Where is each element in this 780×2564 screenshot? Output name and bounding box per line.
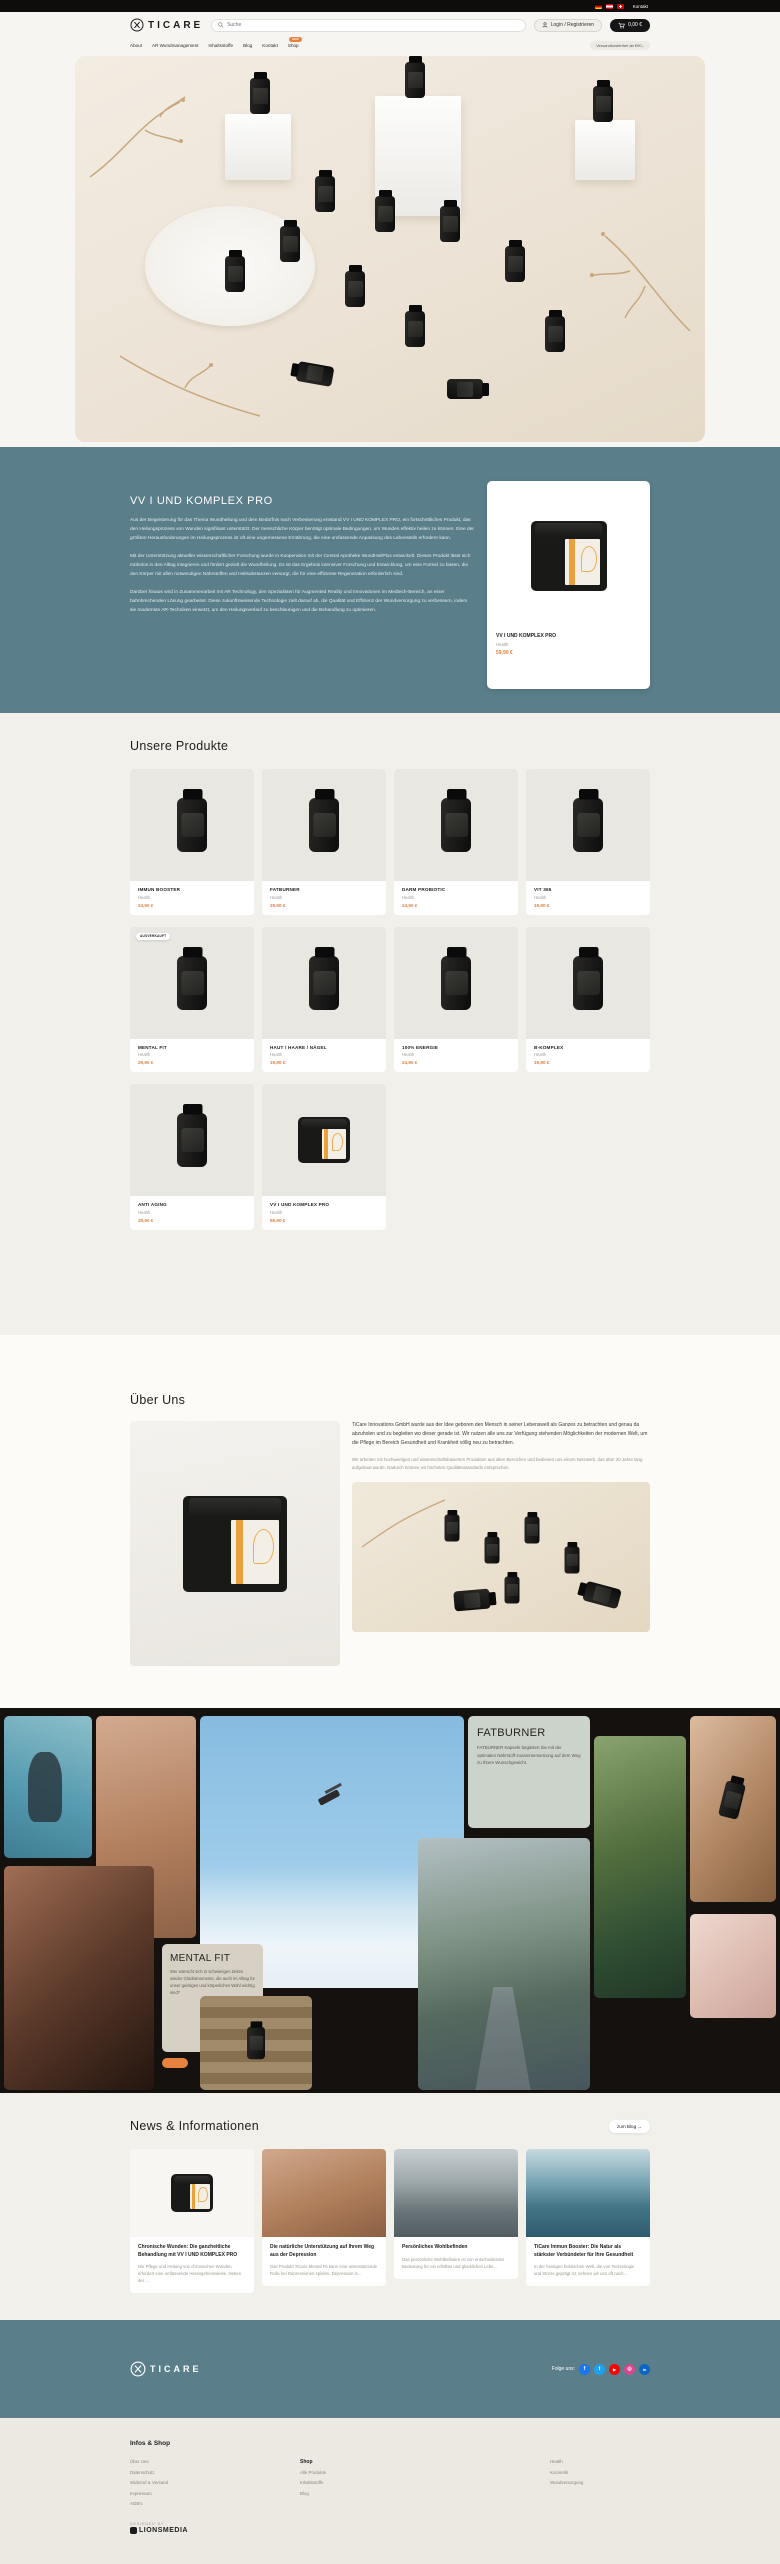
supplement-bottle [375,196,395,232]
follow-us-label: Folge uns: [551,2366,575,2372]
product-price: 24,90 € [402,1060,418,1065]
footer-info-column [130,2457,300,2510]
fatburner-promo-card[interactable] [468,1716,590,1828]
footer-link-widerruf-versand[interactable]: Widerruf & Versand [130,2480,169,2485]
sold-out-badge: AUSVERKAUFT [136,933,170,940]
bottle-on-wood-photo [200,1996,312,2090]
footer-link-datenschutz[interactable]: Datenschutz [130,2469,155,2475]
product-image [262,927,386,1039]
supplement-bottle [405,311,425,347]
supplement-bottle [593,86,613,122]
footer-link-blog[interactable]: Blog [300,2490,309,2496]
supplement-bottle [247,2027,265,2059]
product-card-mental-fit[interactable] [130,927,254,1073]
product-name: IMMUN BOOSTER [138,887,181,892]
footer-infos-title: Infos & Shop [130,2440,171,2447]
product-price: 24,90 € [138,902,154,908]
flag-germany-icon[interactable] [595,4,602,9]
footer-category-column [550,2457,650,2510]
news-image-face [262,2149,386,2237]
supplement-bottle [440,206,460,242]
cyclist-road-photo [418,1838,590,2090]
product-name: HAUT / HAARE / NÄGEL [270,1044,327,1050]
nav-item-about[interactable]: About [130,42,143,48]
footer-brand-bar [0,2320,780,2418]
ticare-emblem-icon [130,18,144,32]
white-cube-prop [225,114,291,180]
footer-link-ueber-uns[interactable]: Über Uns [130,2459,149,2464]
product-name: FATBURNER [270,887,300,892]
search-input[interactable] [227,22,519,28]
featured-product-name: VV I UND KOMPLEX PRO [496,633,557,639]
about-bottles-photo [352,1482,650,1632]
dried-branch-icon [85,82,215,182]
products-title: Unsere Produkte [130,739,229,753]
footer-link-wundversorgung[interactable]: Wundversorgung [550,2480,584,2485]
supplement-bottle [453,1588,491,1611]
search-bar[interactable] [211,19,526,32]
dried-branch-icon [115,346,265,431]
news-article-excerpt: Das Produkt TiCare Mental Fit kann eine unterstützende Rolle bei Depressionen spielen. Depression is... [270,2264,378,2276]
product-name: VV I UND KOMPLEX PRO [270,1202,330,1207]
product-price: 19,90 € [270,1060,286,1065]
supplement-bottle [525,1517,540,1544]
footer-link-agb[interactable]: AGB's [130,2501,143,2506]
product-category: Health [534,1052,547,1057]
instagram-icon[interactable]: ◎ [624,2364,635,2375]
product-name: VIT 365 [534,887,552,892]
news-article-title: Die natürliche Unterstützung auf Ihrem Weg aus der Depression [270,2244,375,2258]
footer-links [0,2418,780,2564]
footer-link-kosmetik[interactable]: Kosmetik [550,2469,569,2475]
about-section [0,1335,780,1708]
footer-link-impressum[interactable]: Impressum [130,2490,152,2496]
news-card-immun-booster[interactable] [526,2149,650,2286]
product-category: Health [138,1052,151,1057]
product-name: ANTI AGING [138,1202,167,1207]
soap-bars-photo [690,1914,776,2018]
product-image [262,769,386,881]
footer-brand-name: TICARE [150,2364,202,2374]
nav-item-ar-wundmanagement[interactable]: AR Wundmanagement [152,42,199,48]
product-card-b-komplex[interactable] [526,927,650,1073]
products-section [0,713,780,1335]
fatburner-card-text: FATBURNER Kapseln begleiten Sie mit der optimalen Nährstoff-zusammensetzung auf dem Weg zu Ihrem Wunschgewicht. [477,1745,581,1765]
product-name: MENTAL FIT [138,1044,167,1050]
footer-link-health[interactable]: Health [550,2459,563,2464]
dried-branch-icon [545,206,695,336]
news-card-wohlbefinden[interactable] [394,2149,518,2279]
white-cube-prop [575,120,635,180]
cliff-nature-photo [594,1736,686,1998]
hero-product-photo [75,56,705,442]
footer-link-alle-produkte[interactable]: Alle Produkte [300,2469,327,2475]
login-label: Login / Registrieren [550,22,595,28]
main-nav [0,38,780,52]
top-bar [0,0,780,12]
user-icon [542,22,548,28]
supplement-bottle [405,62,425,98]
about-paragraph-1: TiCare Innovations GmbH wurde aus der Idee geboren den Mensch in seiner Lebenswelt als Ganzes zu betrachten und genau da abzuholen und zu begleiten wo dieser gerade ist. Wir nutzen alle uns zur Verfügung stehenden Möglichkeiten der modernen Welt, um die Pflege im Bereich Gesundheit und Krankheit völlig neu zu betrachten. [352,1422,648,1446]
product-category: Health [270,894,283,900]
product-image [130,769,254,881]
supplement-bottle [445,1515,460,1542]
product-card-100-energie[interactable] [394,927,518,1073]
product-price: 29,90 € [270,902,286,908]
news-article-title: Persönliches Wohlbefinden [402,2244,468,2250]
designer-credit[interactable] [130,2522,650,2534]
news-image-product-jar [130,2149,254,2237]
news-article-title: Chronische Wunden: Die ganzheitliche Behandlung mit VV I UND KOMPLEX PRO [138,2244,238,2258]
supplement-bottle [545,316,565,352]
product-card-anti-aging[interactable] [130,1084,254,1230]
ticare-emblem-icon [130,2361,146,2377]
mental-fit-cta-button[interactable] [162,2058,188,2068]
product-category: Health [138,1209,151,1215]
footer-shop-title: Shop [300,2459,313,2465]
featured-product-image [487,481,650,631]
news-article-excerpt: In der heutigen hektischen Welt, die von Technologie und Stress geprägt ist, sehnen wir uns oft nach... [534,2264,635,2276]
flag-switzerland-icon[interactable] [617,4,624,9]
product-image [130,1084,254,1196]
product-price: 19,90 € [534,902,550,908]
product-name: DARM PROBIOTIC [402,887,446,892]
news-card-chronische-wunden[interactable] [130,2149,254,2293]
search-icon [218,22,224,28]
intro-section [0,447,780,713]
fatburner-card-title: FATBURNER [477,1727,546,1739]
news-title: News & Informationen [130,2119,259,2133]
intro-paragraph-1: Aus der Begeisterung für das Thema Wundheilung und dem Bedürfnis nach Verbesserung entstand VV I UND KOMPLEX PRO, ein fortschrittliches Produkt, das den Heilungsprozess von Wunden signifikant unterstützt. Der menschliche Körper benötigt optimale Bedingungen, um Wunden effektiv heilen zu können. Eine der größten Herausforderungen im Heilungsprozess ist oft eine angemessene Ernährung, die eine umfassende Anpassung des Lebensstils erfordern kann. [130,518,474,541]
intro-paragraph-2: Mit der Unterstützung aktueller wissenschaftlicher Forschung wurde in Kooperation mit der Central Apotheke WundHeilPlus entwickelt. Dieses Produkt lässt sich mühelos in den Alltag integrieren und fördert gezielt die Wundheilung. Es ist das Ergebnis intensiver Forschung und Entwicklung, um eine Formel zu bieten, die den Körper mit allen notwendigen Nährstoffen und Heilsubstanzen versorgt, die für eine effiziente Regeneration erforderlich sind. [130,554,471,577]
supplement-bottle [280,226,300,262]
brand-name: TICARE [148,19,204,31]
cart-total: 0,00 € [628,22,642,28]
product-card-vit-365[interactable] [526,769,650,915]
new-badge: NEW [289,37,302,43]
product-price: 29,90 € [138,1217,154,1223]
mental-fit-card-title: MENTAL FIT [170,1953,231,1964]
news-section [0,2093,780,2320]
credit-line: DESIGNED BY [130,2521,165,2526]
news-article-excerpt: Das persönliche Wohlbefinden ist von entscheidender Bedeutung für ein erfülltes und glückliches Lebe... [402,2256,505,2269]
about-jar-photo [130,1421,340,1666]
news-article-excerpt: Die Pflege und Heilung von chronischen Wunden erfordert eine umfassende Herangehensweise. Neben der ... [138,2264,242,2283]
linkedin-icon[interactable]: in [639,2364,650,2375]
supplement-bottle [315,176,335,212]
hero-section [0,52,780,447]
intro-title: VV I UND KOMPLEX PRO [130,495,273,507]
product-card-immun-booster[interactable] [130,769,254,915]
product-price: 24,90 € [402,902,418,908]
supplement-bottle [565,1547,580,1574]
product-price: 19,90 € [534,1060,550,1065]
product-image [394,927,518,1039]
warm-light-portrait-photo [4,1866,154,2090]
supplement-bottle [447,379,483,399]
product-category: Health [402,1052,415,1057]
product-price: 59,90 € [270,1217,286,1223]
supplement-bottle [250,78,270,114]
nav-item-blog[interactable]: Blog [243,42,253,48]
mental-fit-card-text: Wer wünscht sich in schwierigen Zeiten wieder Glücksmomente, die auch im Alltag für unser geistiges und körperliches Wohl wichtig sind? [170,1969,255,1995]
product-price: 29,90 € [138,1060,154,1065]
news-article-title: TiCare Immun Booster: Die Natur als stärkster Verbündeter für Ihre Gesundheit [534,2244,634,2258]
product-category: Health [402,894,415,900]
product-category: Health [534,894,547,900]
youtube-icon[interactable]: ▶ [609,2364,620,2375]
news-image-stretching [394,2149,518,2237]
product-card-haut-haare-naegel[interactable] [262,927,386,1073]
featured-product-price: 59,90 € [496,649,513,656]
product-image [130,927,254,1039]
nav-item-shop[interactable] [287,36,299,48]
supplement-bottle [345,271,365,307]
news-image-ocean [526,2149,650,2237]
supplement-bottle [718,1780,746,1820]
login-button[interactable] [534,19,602,32]
product-card-fatburner[interactable] [262,769,386,915]
hand-holding-bottle-photo [690,1716,776,1902]
supplement-bottle [296,361,335,387]
product-category: Health [270,1052,283,1057]
header [0,12,780,38]
news-card-depression[interactable] [262,2149,386,2286]
lifestyle-gallery-section [0,1708,780,2093]
about-title: Über Uns [130,1393,186,1407]
brand-logo[interactable] [130,18,203,32]
supplement-bottle [485,1537,500,1564]
footer-logo [130,2361,202,2377]
flag-austria-icon[interactable] [606,4,613,9]
cart-icon [618,22,625,29]
product-image [526,769,650,881]
supplement-bottle [505,246,525,282]
news-grid [130,2149,650,2293]
free-shipping-badge: Versandkostenfrei ab €90,- [590,41,650,50]
topbar-contact-link[interactable]: Kontakt [632,3,648,9]
product-name: B-KOMPLEX [534,1044,564,1050]
pool-woman-photo [4,1716,92,1858]
twitter-icon[interactable]: t [594,2364,605,2375]
cart-button[interactable] [610,19,650,32]
product-grid [130,769,650,1230]
nav-item-kontakt[interactable]: Kontakt [262,42,278,48]
product-card-darm-probiotic[interactable] [394,769,518,915]
intro-paragraph-3: Darüber hinaus wird in Zusammenarbeit mit AR Technology, den Spezialisten für Augmented Reality und Innovationen im Medtech-Bereich, an einer bahnbrechenden Lösung gearbeitet. Diese zukunftsweisende Technologie zielt darauf ab, die Qualität und Effizienz der Wundversorgung zu verbessern, indem sie modernste AR-Techniken einsetzt, um den Heilungsverlauf zu beschleunigen und die Behandlung zu optimieren. [130,590,468,613]
footer-link-inhaltsstoffe[interactable]: Inhaltsstoffe [300,2480,324,2485]
lionsmedia-logo-icon [130,2527,137,2534]
supplement-bottle [225,256,245,292]
credit-brand-name: LIONSMEDIA [139,2526,188,2534]
product-image [526,927,650,1039]
product-category: Health [270,1209,283,1215]
dried-branch-icon [360,1492,450,1552]
nav-item-inhaltsstoffe[interactable]: Inhaltsstoffe [208,42,234,48]
product-image [394,769,518,881]
blog-button[interactable]: zum Blog → [609,2120,650,2133]
footer-shop-column [300,2457,550,2510]
supplement-bottle [582,1581,622,1610]
product-image [262,1084,386,1196]
featured-product-category: Health [496,641,509,647]
product-card-vv-komplex-pro[interactable] [262,1084,386,1230]
supplement-bottle [505,1577,520,1604]
facebook-icon[interactable]: f [579,2364,590,2375]
featured-product-card[interactable] [487,481,650,689]
about-paragraph-2: Wir arbeiten mit hochwertigen und wissenschaftsbasierten Produkten aus allen Bereichen und bedienen uns einem Netzwerk, das über 20 Jahre lang aufgebaut wurde. Dadurch können wir höchsten Qualitätsstandards entsprechen. [352,1457,643,1470]
nav-shop-label: Shop [287,42,299,48]
product-category: Health [138,894,151,900]
product-name: 100% ENERGIE [402,1044,439,1050]
